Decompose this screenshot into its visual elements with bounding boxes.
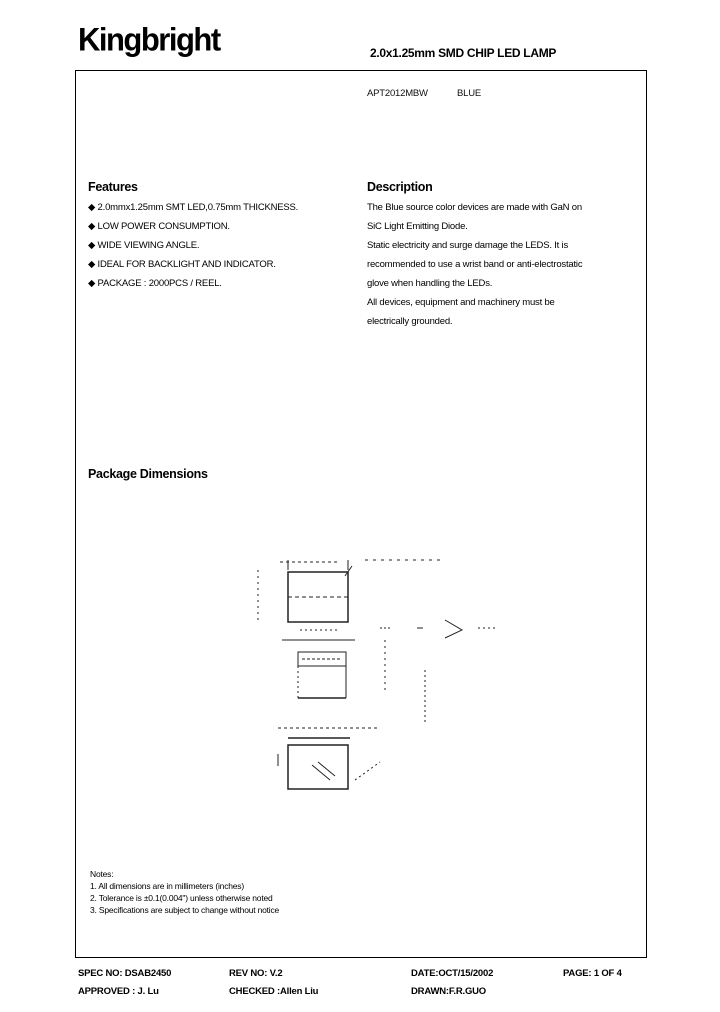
package-dimensions-heading: Package Dimensions — [88, 467, 208, 481]
description-heading: Description — [367, 180, 433, 194]
description-line: SiC Light Emitting Diode. — [367, 221, 468, 232]
note-item: 2. Tolerance is ±0.1(0.004") unless otherwise noted — [90, 893, 273, 903]
feature-item: ◆ WIDE VIEWING ANGLE. — [88, 240, 200, 251]
note-item: 1. All dimensions are in millimeters (inches) — [90, 881, 244, 891]
page-number: PAGE: 1 OF 4 — [563, 968, 622, 979]
feature-item: ◆ PACKAGE : 2000PCS / REEL. — [88, 278, 222, 289]
hatch-line — [318, 762, 335, 776]
document-title: 2.0x1.25mm SMD CHIP LED LAMP — [370, 46, 557, 60]
checked-by: CHECKED :Allen Liu — [229, 986, 319, 997]
description-line: All devices, equipment and machinery must be — [367, 297, 555, 308]
spec-number: SPEC NO: DSAB2450 — [78, 968, 172, 979]
drawn-by: DRAWN:F.R.GUO — [411, 986, 486, 997]
features-heading: Features — [88, 180, 138, 194]
feature-item: ◆ LOW POWER CONSUMPTION. — [88, 221, 230, 232]
description-line: recommended to use a wrist band or anti-electrostatic — [367, 259, 583, 270]
feature-item: ◆ 2.0mmx1.25mm SMT LED,0.75mm THICKNESS. — [88, 202, 299, 213]
description-line: glove when handling the LEDs. — [367, 278, 493, 289]
note-item: 3. Specifications are subject to change without notice — [90, 905, 280, 915]
bottom-view-outline — [288, 745, 348, 789]
diode-symbol — [445, 620, 462, 638]
part-number: APT2012MBW — [367, 88, 428, 99]
leader-line — [355, 762, 380, 780]
brand-logo: Kingbright — [78, 21, 220, 58]
hatch-line — [312, 765, 330, 780]
issue-date: DATE:OCT/15/2002 — [411, 968, 494, 979]
notes-heading: Notes: — [90, 869, 114, 879]
description-line: The Blue source color devices are made with GaN on — [367, 202, 582, 213]
emitting-color: BLUE — [457, 88, 482, 99]
description-line: Static electricity and surge damage the LEDS. It is — [367, 240, 569, 251]
package-dimension-drawing — [240, 540, 510, 800]
revision-number: REV NO: V.2 — [229, 968, 283, 979]
feature-item: ◆ IDEAL FOR BACKLIGHT AND INDICATOR. — [88, 259, 276, 270]
approved-by: APPROVED : J. Lu — [78, 986, 159, 997]
description-line: electrically grounded. — [367, 316, 453, 327]
